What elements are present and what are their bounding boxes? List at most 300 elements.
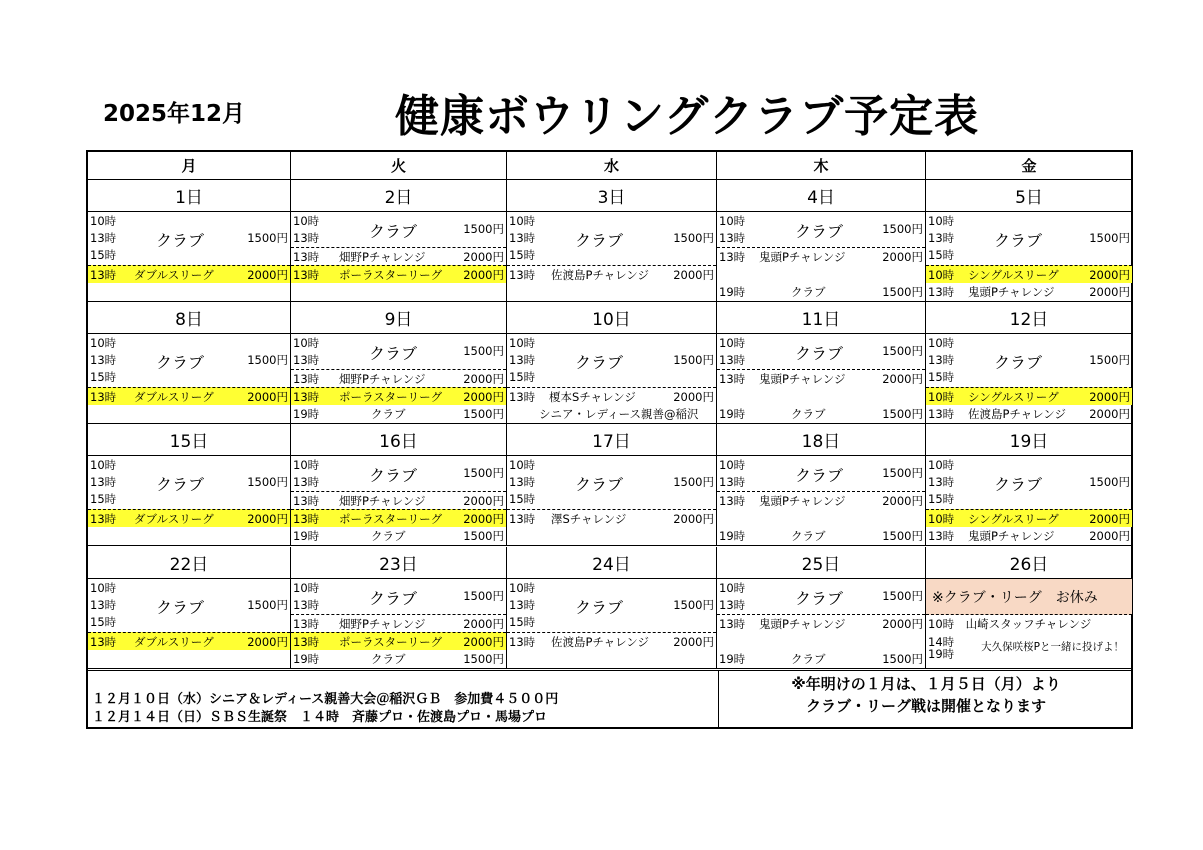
price-label: 1500円: [463, 344, 504, 358]
day-cell-fri: [926, 334, 1133, 424]
time-label: 19時: [719, 407, 746, 421]
event-name: 畑野Pチャレンジ: [339, 617, 426, 631]
price-label: 1500円: [1089, 353, 1130, 367]
club-block: [291, 456, 506, 492]
time-label: 10時: [90, 214, 117, 228]
schedule-line: [717, 614, 925, 632]
day-cell-tue: [291, 212, 507, 302]
event-name: 鬼頭Pチャレンジ: [968, 529, 1055, 543]
schedule-line: [291, 369, 506, 387]
club-block: [507, 334, 716, 388]
schedule-line: [507, 387, 716, 405]
club-block: [717, 212, 925, 248]
price-label: 1500円: [882, 285, 923, 299]
time-label: 13時: [509, 390, 536, 404]
time-label: 10時: [509, 458, 536, 472]
price-label: 2000円: [247, 268, 288, 282]
club-block: [88, 334, 290, 388]
league-line: [88, 632, 290, 650]
time-label: 13時: [293, 250, 320, 264]
time-label: 19時: [293, 407, 320, 421]
price-label: 2000円: [463, 635, 504, 649]
time-label: 15時: [509, 370, 536, 384]
price-label: 1500円: [882, 589, 923, 603]
date-header: 16日: [291, 424, 507, 456]
price-label: 1500円: [463, 466, 504, 480]
day-cell-fri: [926, 579, 1133, 669]
time-label: 15時: [90, 615, 117, 629]
club-label: クラブ: [994, 231, 1043, 250]
day-cell-mon: [88, 456, 291, 546]
time-label: 13時: [928, 353, 955, 367]
time-label: 13時: [293, 494, 320, 508]
price-label: 2000円: [463, 250, 504, 264]
weekday-header: 木: [717, 152, 926, 180]
schedule-line: [717, 650, 925, 668]
price-label: 1500円: [673, 598, 714, 612]
time-label: 10時: [719, 214, 746, 228]
schedule-line: [507, 265, 716, 283]
day-cell-thu: [717, 579, 926, 669]
time-label: 15時: [928, 248, 955, 262]
price-label: 1500円: [882, 466, 923, 480]
price-label: 2000円: [1089, 268, 1130, 282]
time-label: 19時: [719, 652, 746, 666]
league-line: [926, 509, 1132, 527]
day-cell-wed: [507, 579, 717, 669]
event-name: 佐渡島Pチャレンジ: [968, 407, 1067, 421]
price-label: 2000円: [673, 635, 714, 649]
day-cell-mon: [88, 334, 291, 424]
event-name: シングルスリーグ: [968, 268, 1059, 282]
club-label: クラブ: [156, 353, 205, 372]
event-name: ダブルスリーグ: [134, 512, 214, 526]
time-label: 13時: [90, 475, 117, 489]
time-label: 10時: [928, 458, 955, 472]
event-name: クラブ: [371, 407, 406, 421]
league-line: [291, 632, 506, 650]
event-name: クラブ: [791, 652, 826, 666]
price-label: 1500円: [882, 222, 923, 236]
schedule-line: [926, 405, 1132, 423]
date-header: 17日: [507, 424, 717, 456]
club-block: [291, 212, 506, 248]
event-name: 鬼頭Pチャレンジ: [759, 617, 846, 631]
time-label: 15時: [90, 492, 117, 506]
club-label: クラブ: [369, 589, 418, 608]
club-block: [507, 456, 716, 510]
schedule-line: [291, 527, 506, 545]
price-label: 2000円: [1089, 285, 1130, 299]
time-label: 19時: [719, 285, 746, 299]
schedule-line: [291, 491, 506, 509]
event-name: ポーラスターリーグ: [339, 390, 443, 404]
event-notes: [88, 670, 719, 729]
event-name: シングルスリーグ: [968, 390, 1059, 404]
time-label: 13時: [509, 475, 536, 489]
day-cell-fri: [926, 456, 1133, 546]
time-label: 10時: [719, 581, 746, 595]
price-label: 1500円: [673, 231, 714, 245]
price-label: 1500円: [247, 231, 288, 245]
club-label: クラブ: [795, 589, 844, 608]
schedule-line: [291, 650, 506, 668]
time-label: 15時: [509, 615, 536, 629]
notice-line-2: クラブ・リーグ戦は開催となります: [805, 697, 1046, 715]
time-label: 13時: [509, 353, 536, 367]
time-label: 19時: [293, 529, 320, 543]
schedule-line: [507, 632, 716, 650]
time-label: 13時: [928, 475, 955, 489]
league-line: [88, 387, 290, 405]
holiday-banner: ※クラブ・リーグ お休み: [926, 579, 1132, 615]
price-label: 1500円: [882, 652, 923, 666]
event-name: クラブ: [371, 652, 406, 666]
price-label: 2000円: [463, 268, 504, 282]
price-label: 2000円: [882, 617, 923, 631]
weekday-header: 水: [507, 152, 717, 180]
time-label: 13時: [293, 475, 320, 489]
club-label: クラブ: [795, 466, 844, 485]
time-label: 13時: [293, 390, 320, 404]
club-block: [926, 334, 1132, 388]
date-header: 3日: [507, 180, 717, 212]
club-label: クラブ: [575, 231, 624, 250]
time-label: 10時: [90, 458, 117, 472]
time-label: 13時: [719, 475, 746, 489]
club-label: クラブ: [575, 598, 624, 617]
schedule-line: [291, 247, 506, 265]
schedule-line: [291, 405, 506, 423]
date-header: 24日: [507, 547, 717, 579]
event-name: 佐渡島Pチャレンジ: [551, 268, 650, 282]
event-note-1: １２月１０日（水）シニア＆レディース親善大会＠稲沢ＧＢ 参加費４５００円: [92, 692, 559, 707]
time-label: 10時: [928, 390, 955, 404]
date-header: 10日: [507, 302, 717, 334]
day-cell-wed: [507, 456, 717, 546]
time-label: 13時: [293, 268, 320, 282]
time-label: 13時: [293, 353, 320, 367]
price-label: 1500円: [882, 529, 923, 543]
date-header: 5日: [926, 180, 1133, 212]
time-label: 13時: [509, 598, 536, 612]
schedule-line: [507, 509, 716, 527]
time-label: 13時: [90, 598, 117, 612]
club-block: [717, 456, 925, 492]
price-label: 1500円: [463, 652, 504, 666]
price-label: 2000円: [463, 494, 504, 508]
price-label: 2000円: [463, 617, 504, 631]
club-block: [717, 334, 925, 370]
time-label: 10時: [509, 336, 536, 350]
event-name: ポーラスターリーグ: [339, 268, 443, 282]
time-label: 10時: [293, 336, 320, 350]
price-label: 2000円: [882, 494, 923, 508]
day-cell-wed: [507, 212, 717, 302]
price-label: 1500円: [463, 529, 504, 543]
club-block: [507, 212, 716, 266]
time-label: 10時: [509, 214, 536, 228]
time-label: 19時: [293, 652, 320, 666]
time-label: 10時: [928, 214, 955, 228]
schedule-line: [926, 615, 1132, 633]
event-name: シニア・レディース親善@稲沢: [539, 407, 699, 421]
price-label: 1500円: [1089, 475, 1130, 489]
time-label: 13時: [293, 372, 320, 386]
time-label: 13時: [90, 268, 117, 282]
time-label: 13時: [509, 231, 536, 245]
league-line: [291, 509, 506, 527]
price-label: 1500円: [463, 589, 504, 603]
schedule-line: [717, 283, 925, 301]
time-label: 13時: [293, 617, 320, 631]
club-block: [88, 579, 290, 633]
price-label: 1500円: [882, 344, 923, 358]
club-label: クラブ: [156, 475, 205, 494]
date-header: 23日: [291, 547, 507, 579]
time-label: 19時: [928, 647, 955, 661]
page-title: 健康ボウリングクラブ予定表: [395, 91, 980, 142]
league-line: [88, 265, 290, 283]
time-label: 10時: [928, 512, 955, 526]
event-name: 鬼頭Pチャレンジ: [759, 372, 846, 386]
league-line: [88, 509, 290, 527]
schedule-line: [717, 527, 925, 545]
price-label: 1500円: [673, 353, 714, 367]
price-label: 2000円: [247, 635, 288, 649]
league-line: [926, 265, 1132, 283]
price-label: 1500円: [463, 407, 504, 421]
club-block: [717, 579, 925, 615]
event-name: 大久保咲桜Pと一緒に投げよ！: [981, 641, 1124, 653]
time-label: 15時: [928, 492, 955, 506]
time-label: 10時: [719, 336, 746, 350]
weekday-header: 金: [926, 152, 1133, 180]
schedule-line: [717, 491, 925, 509]
date-header: 1日: [88, 180, 291, 212]
weekday-header: 火: [291, 152, 507, 180]
time-label: 15時: [90, 370, 117, 384]
event-name: 鬼頭Pチャレンジ: [759, 494, 846, 508]
club-label: クラブ: [369, 222, 418, 241]
price-label: 2000円: [1089, 512, 1130, 526]
event-name: 榎本Sチャレンジ: [549, 390, 636, 404]
time-label: 13時: [509, 635, 536, 649]
time-label: 14時: [928, 635, 955, 649]
event-name: クラブ: [791, 407, 826, 421]
new-year-notice: [719, 670, 1133, 732]
club-label: クラブ: [575, 475, 624, 494]
time-label: 13時: [719, 231, 746, 245]
price-label: 2000円: [882, 250, 923, 264]
club-label: クラブ: [994, 353, 1043, 372]
schedule-line: [926, 283, 1132, 301]
day-cell-tue: [291, 456, 507, 546]
price-label: 2000円: [463, 390, 504, 404]
date-header: 11日: [717, 302, 926, 334]
event-name: クラブ: [791, 285, 826, 299]
club-label: クラブ: [795, 222, 844, 241]
price-label: 2000円: [673, 268, 714, 282]
time-label: 13時: [293, 231, 320, 245]
event-name: 畑野Pチャレンジ: [339, 250, 426, 264]
day-cell-tue: [291, 334, 507, 424]
time-label: 13時: [719, 372, 746, 386]
date-header: 15日: [88, 424, 291, 456]
time-label: 13時: [90, 512, 117, 526]
time-label: 15時: [90, 248, 117, 262]
time-label: 15時: [509, 248, 536, 262]
date-header: 26日: [926, 547, 1133, 579]
price-label: 2000円: [673, 390, 714, 404]
schedule-line: [717, 405, 925, 423]
time-label: 13時: [928, 529, 955, 543]
price-label: 2000円: [673, 512, 714, 526]
event-name: クラブ: [371, 529, 406, 543]
price-label: 2000円: [1089, 529, 1130, 543]
time-label: 19時: [719, 529, 746, 543]
day-cell-mon: [88, 212, 291, 302]
time-label: 15時: [928, 370, 955, 384]
price-label: 1500円: [1089, 231, 1130, 245]
schedule-table: [86, 150, 1133, 729]
time-label: 10時: [90, 581, 117, 595]
date-header: 22日: [88, 547, 291, 579]
day-cell-mon: [88, 579, 291, 669]
event-name: 畑野Pチャレンジ: [339, 494, 426, 508]
time-label: 13時: [293, 598, 320, 612]
event-name: 佐渡島Pチャレンジ: [551, 635, 650, 649]
price-label: 2000円: [463, 512, 504, 526]
schedule-line: [717, 247, 925, 265]
day-cell-thu: [717, 212, 926, 302]
price-label: 2000円: [247, 390, 288, 404]
time-label: 13時: [90, 231, 117, 245]
event-name: 澤Sチャレンジ: [551, 512, 627, 526]
date-header: 9日: [291, 302, 507, 334]
schedule-line: [717, 369, 925, 387]
time-label: 10時: [293, 214, 320, 228]
time-label: 13時: [90, 635, 117, 649]
time-label: 13時: [719, 598, 746, 612]
event-name: ダブルスリーグ: [134, 268, 214, 282]
time-label: 13時: [90, 390, 117, 404]
time-label: 10時: [293, 581, 320, 595]
league-line: [291, 387, 506, 405]
time-label: 13時: [719, 353, 746, 367]
price-label: 1500円: [247, 475, 288, 489]
notice-line-1: ※年明けの１月は、１月５日（月）より: [791, 675, 1061, 693]
club-block: [291, 334, 506, 370]
time-label: 13時: [90, 353, 117, 367]
time-label: 15時: [509, 492, 536, 506]
price-label: 2000円: [247, 512, 288, 526]
club-block: [926, 456, 1132, 510]
time-label: 10時: [719, 458, 746, 472]
price-label: 1500円: [882, 407, 923, 421]
day-cell-tue: [291, 579, 507, 669]
time-label: 13時: [509, 268, 536, 282]
club-block: [88, 212, 290, 266]
event-name: 畑野Pチャレンジ: [339, 372, 426, 386]
date-header: 12日: [926, 302, 1133, 334]
date-header: 8日: [88, 302, 291, 334]
club-block: [88, 456, 290, 510]
price-label: 1500円: [673, 475, 714, 489]
event-name: 10時 山崎スタッフチャレンジ: [928, 617, 1092, 631]
time-label: 10時: [90, 336, 117, 350]
event-name: 鬼頭Pチャレンジ: [968, 285, 1055, 299]
price-label: 2000円: [463, 372, 504, 386]
event-block: [926, 635, 1132, 669]
day-cell-thu: [717, 456, 926, 546]
time-label: 13時: [719, 617, 746, 631]
day-cell-wed: [507, 334, 717, 424]
time-label: 13時: [293, 512, 320, 526]
day-cell-thu: [717, 334, 926, 424]
league-line: [926, 387, 1132, 405]
event-name: ダブルスリーグ: [134, 635, 214, 649]
price-label: 2000円: [1089, 390, 1130, 404]
price-label: 1500円: [247, 598, 288, 612]
time-label: 10時: [293, 458, 320, 472]
schedule-line: [291, 614, 506, 632]
club-label: クラブ: [795, 344, 844, 363]
time-label: 13時: [293, 635, 320, 649]
event-name: 鬼頭Pチャレンジ: [759, 250, 846, 264]
club-label: クラブ: [369, 344, 418, 363]
time-label: 13時: [509, 512, 536, 526]
price-label: 1500円: [247, 353, 288, 367]
time-label: 10時: [509, 581, 536, 595]
date-header: 2日: [291, 180, 507, 212]
club-label: クラブ: [156, 231, 205, 250]
event-name: ダブルスリーグ: [134, 390, 214, 404]
club-label: クラブ: [156, 598, 205, 617]
date-header: 4日: [717, 180, 926, 212]
date-header: 18日: [717, 424, 926, 456]
day-cell-fri: [926, 212, 1133, 302]
time-label: 10時: [928, 268, 955, 282]
club-block: [291, 579, 506, 615]
time-label: 13時: [928, 407, 955, 421]
schedule-line: [926, 527, 1132, 545]
event-name: ポーラスターリーグ: [339, 635, 443, 649]
price-label: 2000円: [1089, 407, 1130, 421]
date-header: 19日: [926, 424, 1133, 456]
time-label: 10時: [928, 336, 955, 350]
event-note-2: １２月１４日（日）ＳＢＳ生誕祭 １４時 斉藤プロ・佐渡島プロ・馬場プロ: [92, 710, 548, 725]
club-label: クラブ: [575, 353, 624, 372]
event-name: ポーラスターリーグ: [339, 512, 443, 526]
time-label: 13時: [719, 494, 746, 508]
club-label: クラブ: [994, 475, 1043, 494]
league-line: [291, 265, 506, 283]
price-label: 2000円: [882, 372, 923, 386]
event-name: クラブ: [791, 529, 826, 543]
time-label: 13時: [719, 250, 746, 264]
club-label: クラブ: [369, 466, 418, 485]
time-label: 13時: [928, 285, 955, 299]
year-month: 2025年12月: [103, 101, 246, 127]
club-block: [507, 579, 716, 633]
weekday-header: 月: [88, 152, 291, 180]
time-label: 13時: [928, 231, 955, 245]
date-header: 25日: [717, 547, 926, 579]
event-name: シングルスリーグ: [968, 512, 1059, 526]
price-label: 1500円: [463, 222, 504, 236]
club-block: [926, 212, 1132, 266]
